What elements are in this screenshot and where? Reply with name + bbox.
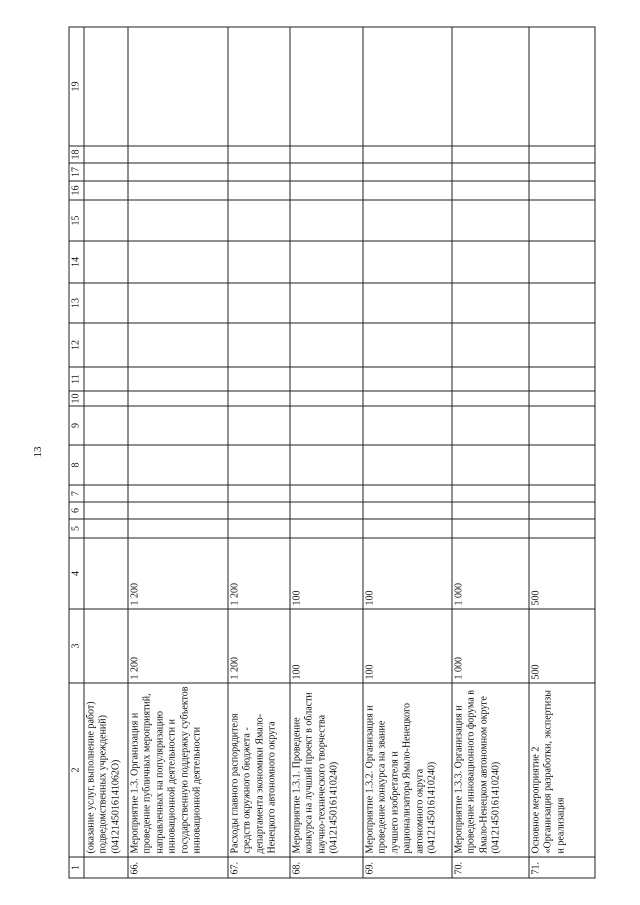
empty-cell xyxy=(529,445,595,485)
table-row xyxy=(452,27,529,878)
row-amount-col4: 500 xyxy=(529,538,595,609)
empty-cell xyxy=(128,445,228,485)
row-amount-col4 xyxy=(84,538,128,609)
empty-cell xyxy=(529,163,595,181)
row-amount-col3 xyxy=(84,609,128,683)
empty-cell xyxy=(363,241,452,283)
empty-cell xyxy=(363,163,452,181)
empty-cell xyxy=(452,241,529,283)
header-cell: 11 xyxy=(69,367,84,391)
row-description: Мероприятие 1.3.2. Организация и проведение конкурса на звание лучшего изобретателя и рационализатора Ямало-Ненецкого автономного округа (04121450161410240) xyxy=(363,683,452,857)
empty-cell xyxy=(363,323,452,367)
empty-cell xyxy=(228,367,290,391)
empty-cell xyxy=(84,323,128,367)
budget-table xyxy=(69,27,596,879)
empty-cell xyxy=(128,519,228,538)
empty-cell xyxy=(290,391,363,406)
empty-cell xyxy=(84,200,128,241)
header-cell: 10 xyxy=(69,391,84,406)
row-amount-col3: 500 xyxy=(529,609,595,683)
row-amount-col4: 1 200 xyxy=(128,538,228,609)
empty-cell xyxy=(452,485,529,502)
empty-cell xyxy=(452,27,529,146)
empty-cell xyxy=(228,445,290,485)
empty-cell xyxy=(128,367,228,391)
table-row xyxy=(128,27,228,878)
empty-cell xyxy=(529,406,595,445)
page-number: 13 xyxy=(32,446,44,458)
empty-cell xyxy=(363,27,452,146)
empty-cell xyxy=(452,502,529,519)
empty-cell xyxy=(84,445,128,485)
empty-cell xyxy=(452,181,529,200)
empty-cell xyxy=(84,163,128,181)
empty-cell xyxy=(228,241,290,283)
empty-cell xyxy=(84,502,128,519)
empty-cell xyxy=(290,146,363,163)
row-amount-col3: 100 xyxy=(363,609,452,683)
empty-cell xyxy=(529,502,595,519)
header-cell: 14 xyxy=(69,241,84,283)
empty-cell xyxy=(84,519,128,538)
header-cell: 3 xyxy=(69,609,84,683)
empty-cell xyxy=(363,283,452,323)
table-row xyxy=(529,27,595,878)
empty-cell xyxy=(290,485,363,502)
row-description: (оказание услуг, выполнение работ) подведомственных учреждений) (0412145016141062O) xyxy=(84,683,128,857)
empty-cell xyxy=(363,445,452,485)
empty-cell xyxy=(363,146,452,163)
empty-cell xyxy=(290,445,363,485)
empty-cell xyxy=(529,146,595,163)
row-amount-col4: 100 xyxy=(290,538,363,609)
header-cell: 4 xyxy=(69,538,84,609)
empty-cell xyxy=(529,283,595,323)
empty-cell xyxy=(529,323,595,367)
empty-cell xyxy=(452,406,529,445)
table-row xyxy=(363,27,452,878)
empty-cell xyxy=(290,181,363,200)
empty-cell xyxy=(128,502,228,519)
header-cell: 16 xyxy=(69,181,84,200)
row-description: Расходы главного распорядителя средств окружного бюджета - департамента экономики Ямало-Ненецкого автономного округа xyxy=(228,683,290,857)
row-amount-col4: 100 xyxy=(363,538,452,609)
empty-cell xyxy=(290,163,363,181)
empty-cell xyxy=(84,391,128,406)
empty-cell xyxy=(84,181,128,200)
empty-cell xyxy=(363,181,452,200)
empty-cell xyxy=(529,485,595,502)
table-row xyxy=(290,27,363,878)
empty-cell xyxy=(128,146,228,163)
empty-cell xyxy=(228,519,290,538)
empty-cell xyxy=(228,323,290,367)
row-amount-col3: 100 xyxy=(290,609,363,683)
table-row xyxy=(84,27,128,878)
empty-cell xyxy=(84,27,128,146)
header-cell: 17 xyxy=(69,163,84,181)
empty-cell xyxy=(290,367,363,391)
row-number: 67. xyxy=(228,857,290,878)
empty-cell xyxy=(529,200,595,241)
empty-cell xyxy=(452,200,529,241)
empty-cell xyxy=(84,367,128,391)
row-description: Мероприятие 1.3.3. Организация и проведение инновационного форума в Ямало-Ненецком автономном округе (04121450161410240) xyxy=(452,683,529,857)
empty-cell xyxy=(228,200,290,241)
row-number: 70. xyxy=(452,857,529,878)
header-cell: 7 xyxy=(69,485,84,502)
empty-cell xyxy=(363,519,452,538)
empty-cell xyxy=(529,241,595,283)
rotated-table-sheet xyxy=(69,28,596,879)
row-amount-col3: 1 200 xyxy=(228,609,290,683)
empty-cell xyxy=(128,241,228,283)
header-cell: 19 xyxy=(69,27,84,146)
row-description: Мероприятие 1.3. Организация и проведение публичных мероприятий, направленных на популяризацию инновационной деятельности и государственную поддержку субъектов инновационной деятельности xyxy=(128,683,228,857)
row-amount-col4: 1 200 xyxy=(228,538,290,609)
empty-cell xyxy=(228,485,290,502)
empty-cell xyxy=(128,181,228,200)
row-number: 66. xyxy=(128,857,228,878)
empty-cell xyxy=(452,519,529,538)
row-description: Основное мероприятие 2 «Организация разработки, экспертизы и реализация xyxy=(529,683,595,857)
empty-cell xyxy=(128,200,228,241)
empty-cell xyxy=(452,367,529,391)
row-number: 68. xyxy=(290,857,363,878)
empty-cell xyxy=(128,485,228,502)
empty-cell xyxy=(452,163,529,181)
empty-cell xyxy=(84,283,128,323)
empty-cell xyxy=(363,367,452,391)
empty-cell xyxy=(228,391,290,406)
header-cell: 18 xyxy=(69,146,84,163)
empty-cell xyxy=(290,283,363,323)
empty-cell xyxy=(452,391,529,406)
header-cell: 5 xyxy=(69,519,84,538)
empty-cell xyxy=(290,502,363,519)
empty-cell xyxy=(228,181,290,200)
header-cell: 6 xyxy=(69,502,84,519)
row-amount-col3: 1 200 xyxy=(128,609,228,683)
empty-cell xyxy=(290,406,363,445)
empty-cell xyxy=(228,163,290,181)
row-number: 71. xyxy=(529,857,595,878)
row-number xyxy=(84,857,128,878)
empty-cell xyxy=(452,283,529,323)
empty-cell xyxy=(363,200,452,241)
empty-cell xyxy=(128,283,228,323)
header-cell: 1 xyxy=(69,857,84,878)
header-cell: 15 xyxy=(69,200,84,241)
empty-cell xyxy=(128,391,228,406)
empty-cell xyxy=(84,406,128,445)
empty-cell xyxy=(128,27,228,146)
row-number: 69. xyxy=(363,857,452,878)
empty-cell xyxy=(452,323,529,367)
header-cell: 2 xyxy=(69,683,84,857)
empty-cell xyxy=(529,519,595,538)
row-amount-col4: 1 000 xyxy=(452,538,529,609)
empty-cell xyxy=(529,181,595,200)
row-amount-col3: 1 000 xyxy=(452,609,529,683)
empty-cell xyxy=(452,146,529,163)
empty-cell xyxy=(529,27,595,146)
empty-cell xyxy=(363,485,452,502)
empty-cell xyxy=(363,391,452,406)
empty-cell xyxy=(228,406,290,445)
empty-cell xyxy=(228,502,290,519)
table-row xyxy=(228,27,290,878)
empty-cell xyxy=(84,241,128,283)
header-cell: 8 xyxy=(69,445,84,485)
empty-cell xyxy=(128,406,228,445)
empty-cell xyxy=(228,27,290,146)
empty-cell xyxy=(363,406,452,445)
empty-cell xyxy=(290,200,363,241)
empty-cell xyxy=(290,323,363,367)
empty-cell xyxy=(84,146,128,163)
empty-cell xyxy=(529,367,595,391)
header-cell: 9 xyxy=(69,406,84,445)
empty-cell xyxy=(452,445,529,485)
header-cell: 13 xyxy=(69,283,84,323)
empty-cell xyxy=(290,27,363,146)
empty-cell xyxy=(290,519,363,538)
empty-cell xyxy=(529,391,595,406)
empty-cell xyxy=(363,502,452,519)
empty-cell xyxy=(228,146,290,163)
empty-cell xyxy=(128,163,228,181)
header-row xyxy=(69,27,84,878)
empty-cell xyxy=(228,283,290,323)
empty-cell xyxy=(128,323,228,367)
header-cell: 12 xyxy=(69,323,84,367)
empty-cell xyxy=(290,241,363,283)
empty-cell xyxy=(84,485,128,502)
row-description: Мероприятие 1.3.1. Проведение конкурса на лучший проект в области научно-технического творчества (04121450161410240) xyxy=(290,683,363,857)
